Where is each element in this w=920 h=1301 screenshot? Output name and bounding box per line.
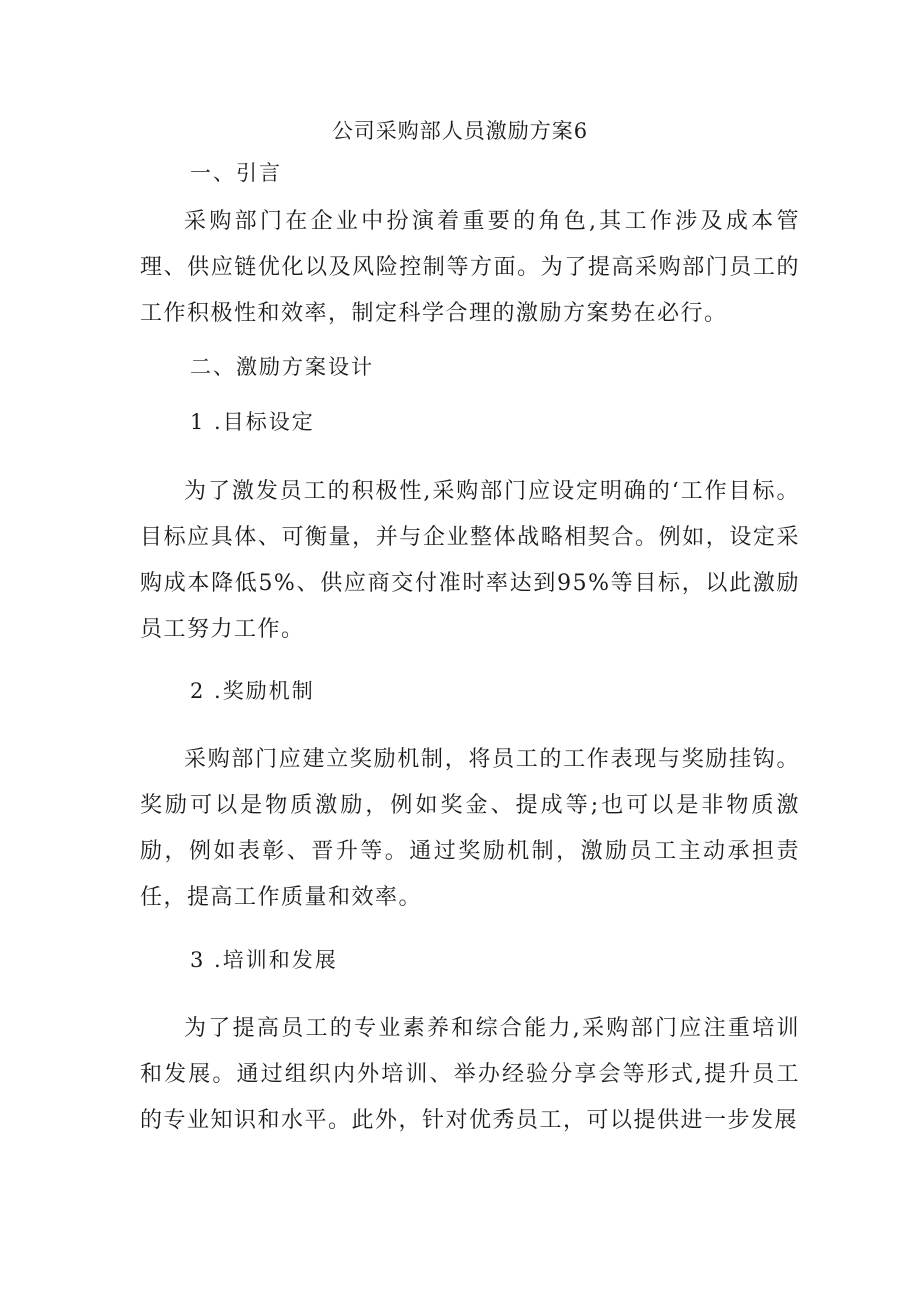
subheading-reward-mechanism: 2 .奖励机制 (190, 679, 315, 703)
paragraph-reward-mechanism: 采购部门应建立奖励机制，将员工的工作表现与奖励挂钩。奖励可以是物质激励，例如奖金、提成等;也可以是非物质激励，例如表彰、晋升等。通过奖励机制，激励员工主动承担责任，提高工作质量和效率。 (140, 747, 800, 910)
paragraph-training-development: 为了提高员工的专业素养和综合能力,采购部门应注重培训和发展。通过组织内外培训、举办经验分享会等形式,提升员工的专业知识和水平。此外，针对优秀员工，可以提供进一步发展 (140, 1016, 800, 1133)
document-title: 公司采购部人员激励方案6 (331, 119, 589, 143)
section-heading-introduction: 一、引言 (190, 161, 282, 185)
section-heading-design: 二、激励方案设计 (190, 355, 374, 379)
paragraph-introduction: 采购部门在企业中扮演着重要的角色,其工作涉及成本管理、供应链优化以及风险控制等方面。为了提高采购部门员工的工作积极性和效率，制定科学合理的激励方案势在必行。 (140, 209, 800, 326)
paragraph-goal-setting: 为了激发员工的积极性,采购部门应设定明确的‘工作目标。目标应具体、可衡量，并与企业整体战略相契合。例如，设定采购成本降低5%、供应商交付准时率达到95%等目标，以此激励员工努力工作。 (140, 479, 800, 642)
subheading-goal-setting: 1 .目标设定 (190, 410, 315, 434)
subheading-training-development: 3 .培训和发展 (190, 948, 338, 972)
